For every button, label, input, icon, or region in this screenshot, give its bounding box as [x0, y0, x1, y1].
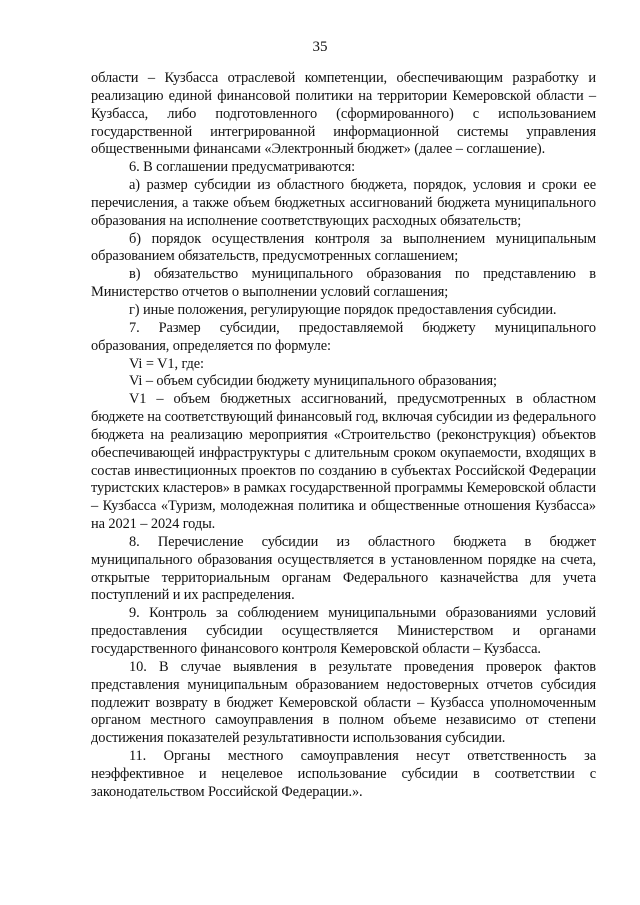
paragraph-11: 11. Органы местного самоуправления несут ответственность за неэффективное и нецелевое использование субсидии в соответствии с законодательством Российской Федерации.».	[91, 748, 596, 800]
list-item-v: в) обязательство муниципального образования по представлению в Министерство отчетов о выполнении условий соглашения;	[91, 266, 596, 301]
list-item-b: б) порядок осуществления контроля за выполнением муниципальным образованием обязательств, предусмотренных соглашением;	[91, 230, 596, 265]
list-item-g: г) иные положения, регулирующие порядок предоставления субсидии.	[129, 301, 557, 318]
paragraph-continuation: области – Кузбасса отраслевой компетенции, обеспечивающим разработку и реализацию единой финансовой политики на территории Кемеровской области – Кузбасса, либо подготовленного (сформированного) с использованием государственной интегрированной информационной системы управления общественными финансами «Электронный бюджет» (далее – соглашение).	[91, 70, 596, 158]
paragraph-10: 10. В случае выявления в результате проведения проверок фактов представления муниципальным образованием недостоверных отчетов субсидия подлежит возврату в бюджет Кемеровской области – Кузбасса уполномоченным органом местного самоуправления в полном объеме независимо от степени достижения показателей результативности использования субсидии.	[91, 658, 596, 747]
page-number: 35	[312, 39, 328, 55]
list-item-a: а) размер субсидии из областного бюджета, порядок, условия и сроки ее перечисления, а также объем бюджетных ассигнований бюджета муниципального образования на исполнение соответствующих расходных обязательств;	[91, 177, 596, 229]
formula: Vi = V1, где:	[129, 355, 204, 372]
paragraph-9: 9. Контроль за соблюдением муниципальными образованиями условий предоставления субсидии осуществляется Министерством и органами государственного финансового контроля Кемеровской области – Кузбасса.	[91, 605, 596, 657]
document-body	[91, 70, 596, 802]
paragraph-6: 6. В соглашении предусматриваются:	[129, 159, 356, 176]
paragraph-8: 8. Перечисление субсидии из областного бюджета в бюджет муниципального образования осуществляется в установленном порядке на счета, открытые территориальным органам Федерального казначейства для учета поступлений и их распределения.	[91, 533, 596, 604]
paragraph-7: 7. Размер субсидии, предоставляемой бюджету муниципального образования, определяется по формуле:	[91, 319, 596, 354]
formula-definition-vi: Vi – объем субсидии бюджету муниципального образования;	[129, 373, 497, 390]
formula-definition-v1: V1 – объем бюджетных ассигнований, предусмотренных в областном бюджете на соответствующий финансовый год, включая субсидии из федерального бюджета на реализацию мероприятия «Строительство (реконструкция) объектов обеспечивающей инфраструктуры с длительным сроком окупаемости, входящих в состав инвестиционных проектов по созданию в субъектах Российской Федерации туристских кластеров» в рамках государственной программы Кемеровской области – Кузбасса «Туризм, молодежная политика и общественные отношения Кузбасса» на 2021 – 2024 годы.	[91, 391, 596, 533]
